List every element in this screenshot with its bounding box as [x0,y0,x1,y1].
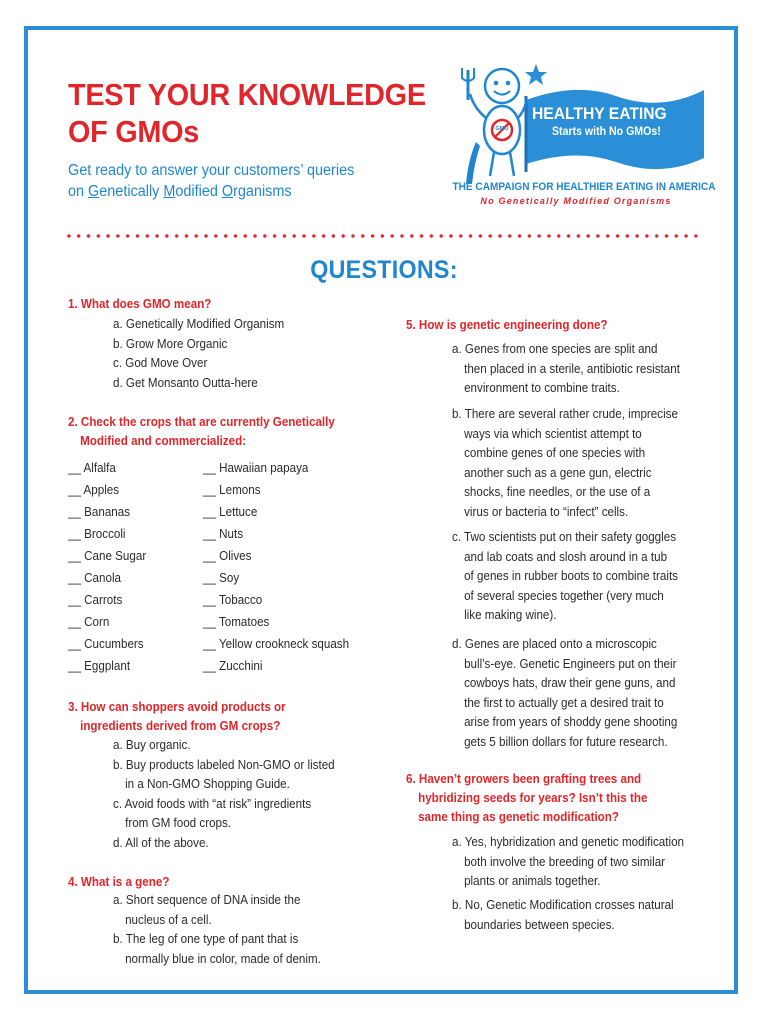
question-6-answer-a [452,833,684,892]
question-6 [406,770,647,827]
crop-checkbox-item[interactable]: __ Broccoli [68,527,126,541]
question-5-answer-b [452,405,678,522]
answer-option: a. Short sequence of DNA inside the [113,893,301,907]
question-5-answer-d [452,635,677,752]
crop-checkbox-item[interactable]: __ Cane Sugar [68,549,147,563]
answer-option: a. Yes, hybridization and genetic modification [452,835,685,849]
question-4: 4. What is a gene? [68,875,170,889]
question-6-answer-b [452,896,674,935]
answer-continuation: from GM food crops. [125,816,232,830]
crop-checkbox-item[interactable]: __ Alfalfa [68,461,116,475]
answer-option: d. Get Monsanto Outta-here [113,375,258,390]
question-line: ingredients derived from GM crops? [80,719,281,733]
answer-continuation: nucleus of a cell. [125,912,212,927]
answer-option: a. Buy organic. [113,738,191,752]
page-subtitle [68,160,354,202]
answer-continuation: another such as a gene gun, electric [464,465,652,480]
question-line: 3. How can shoppers avoid products or [68,700,286,714]
answer-option: b. No, Genetic Modification crosses natural [452,898,674,912]
answer-option: c. Two scientists put on their safety goggles [452,530,677,544]
crop-checkbox-item[interactable]: __ Corn [68,615,110,629]
question-line: 2. Check the crops that are currently Genetically [68,415,335,429]
answer-continuation: shocks, fine needles, or the use of a [464,485,651,499]
answer-option: d. Genes are placed onto a microscopic [452,637,657,651]
answer-continuation: environment to combine traits. [464,381,620,395]
answer-continuation: gets 5 billion dollars for future research. [464,734,668,749]
crop-checkbox-item[interactable]: __ Zucchini [203,659,263,673]
question-3-answers [113,736,335,853]
answer-continuation: bull’s-eye. Genetic Engineers put on their [464,656,677,671]
questions-heading: QUESTIONS: [310,256,458,284]
answer-continuation: plants or animals together. [464,874,601,888]
crop-checkbox-item[interactable]: __ Carrots [68,593,123,607]
question-5: 5. How is genetic engineering done? [406,318,608,332]
answer-option: b. Buy products labeled Non-GMO or listed [113,757,335,772]
page-title [68,76,426,150]
question-5-answer-a [452,340,680,399]
crop-checkbox-item[interactable]: __ Lettuce [203,505,258,519]
question-1: 1. What does GMO mean? [68,297,212,311]
question-2 [68,413,335,451]
answer-continuation: of genes in rubber boots to combine traits [464,569,678,583]
logo-tagline: No Genetically Modified Organisms [480,196,672,206]
logo-banner-title: HEALTHY EATING [532,104,667,123]
crop-checkbox-item[interactable]: __ Tobacco [203,593,263,607]
question-line: same thing as genetic modification? [418,810,619,824]
answer-continuation: like making wine). [464,608,557,622]
crop-checkbox-item[interactable]: __ Soy [203,571,240,585]
answer-continuation: arise from years of shoddy gene shooting [464,715,678,729]
answer-continuation: and lab coats and slosh around in a tub [464,549,668,564]
answer-continuation: in a Non-GMO Shopping Guide. [125,777,290,791]
crop-checkbox-item[interactable]: __ Cucumbers [68,637,144,651]
crop-checkbox-item[interactable]: __ Canola [68,571,122,585]
subtitle-line: on Genetically Modified Organisms [68,183,292,200]
title-line: OF GMOs [68,114,199,149]
logo-campaign-text: THE CAMPAIGN FOR HEALTHIER EATING IN AMERICA [452,181,716,193]
answer-option: c. Avoid foods with “at risk” ingredients [113,796,312,811]
answer-option: b. There are several rather crude, imprecise [452,407,678,421]
crops-list-right [203,457,349,677]
answer-option: b. The leg of one type of pant that is [113,932,299,946]
subtitle-line: Get ready to answer your customers’ queries [68,162,355,179]
gmo-badge-text: GMO [495,126,509,132]
crop-checkbox-item[interactable]: __ Hawaiian papaya [203,461,309,475]
answer-option: b. Grow More Organic [113,336,228,351]
question-1-answers [113,315,284,393]
logo-banner-subtitle: Starts with No GMOs! [552,126,661,138]
title-line: TEST YOUR KNOWLEDGE [68,77,426,112]
answer-option: a. Genes from one species are split and [452,342,658,356]
question-line: hybridizing seeds for years? Isn’t this the [418,791,648,805]
question-line: 6. Haven’t growers been grafting trees and [406,772,642,786]
question-4-answers [113,891,321,969]
crop-checkbox-item[interactable]: __ Yellow crookneck squash [203,637,350,651]
question-3 [68,698,286,736]
crop-checkbox-item[interactable]: __ Tomatoes [203,615,270,629]
answer-continuation: of several species together (very much [464,588,664,603]
question-5-answer-c [452,528,678,626]
answer-continuation: ways via which scientist attempt to [464,426,642,441]
answer-continuation: cowboys hats, draw their gene guns, and [464,676,676,690]
answer-continuation: the first to actually get a desired trait to [464,695,664,710]
answer-continuation: normally blue in color, made of denim. [125,951,321,966]
crops-list-left [68,457,146,677]
crop-checkbox-item[interactable]: __ Apples [68,483,120,497]
crop-checkbox-item[interactable]: __ Lemons [203,483,261,497]
answer-continuation: boundaries between species. [464,917,615,932]
question-line: Modified and commercialized: [80,434,247,448]
dotted-divider [64,232,704,240]
answer-continuation: combine genes of one species with [464,446,646,460]
crop-checkbox-item[interactable]: __ Olives [203,549,252,563]
answer-option: d. All of the above. [113,835,209,850]
crop-checkbox-item[interactable]: __ Bananas [68,505,131,519]
crop-checkbox-item[interactable]: __ Eggplant [68,659,131,673]
answer-option: a. Genetically Modified Organism [113,317,285,331]
crop-checkbox-item[interactable]: __ Nuts [203,527,244,541]
answer-option: c. God Move Over [113,356,208,370]
answer-continuation: both involve the breeding of two similar [464,854,666,869]
answer-continuation: virus or bacteria to “infect” cells. [464,504,629,519]
answer-continuation: then placed in a sterile, antibiotic resistant [464,361,680,376]
